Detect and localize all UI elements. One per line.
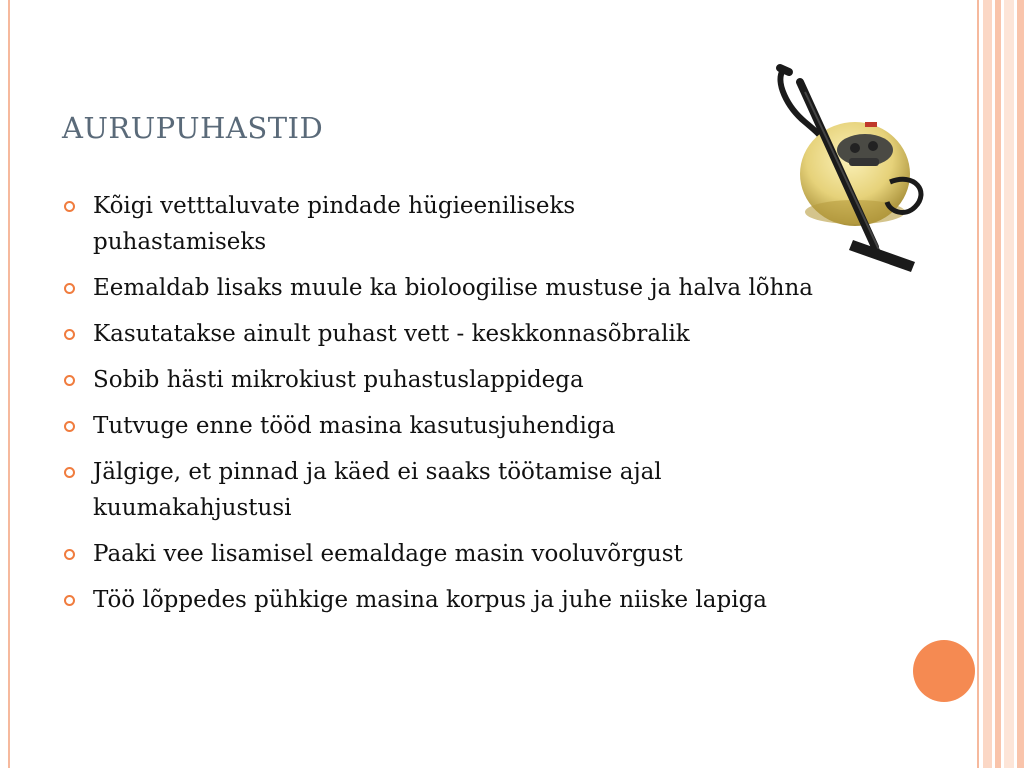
list-item bbox=[62, 582, 863, 618]
slide-title: AURUPUHASTID bbox=[62, 111, 324, 145]
bullet-circle-icon bbox=[64, 549, 75, 560]
steam-cleaner-image bbox=[765, 62, 933, 277]
bullet-circle-icon bbox=[64, 467, 75, 478]
bullet-text: Tutvuge enne tööd masina kasutusjuhendiga bbox=[93, 413, 616, 439]
right-stripe bbox=[983, 0, 992, 768]
bullet-text: Töö lõppedes pühkige masina korpus ja juhe niiske lapiga bbox=[93, 587, 768, 613]
bullet-list bbox=[62, 188, 862, 628]
bullet-text: Eemaldab lisaks muule ka bioloogilise mustuse ja halva lõhna bbox=[93, 275, 813, 301]
bullet-text: Sobib hästi mikrokiust puhastuslappidega bbox=[93, 367, 584, 393]
list-item bbox=[62, 536, 862, 572]
list-item bbox=[62, 408, 862, 444]
list-item bbox=[62, 454, 838, 526]
list-item bbox=[62, 188, 733, 260]
bullet-text: Paaki vee lisamisel eemaldage masin vooluvõrgust bbox=[93, 541, 683, 567]
bullet-circle-icon bbox=[64, 595, 75, 606]
bullet-circle-icon bbox=[64, 421, 75, 432]
bullet-text: Kõigi vetttaluvate pindade hügieeniliseks puhastamiseks bbox=[93, 193, 576, 255]
bullet-circle-icon bbox=[64, 201, 75, 212]
bullet-circle-icon bbox=[64, 283, 75, 294]
right-stripe bbox=[1004, 0, 1014, 768]
list-item bbox=[62, 316, 862, 352]
bullet-circle-icon bbox=[64, 329, 75, 340]
right-stripe bbox=[977, 0, 979, 768]
right-stripe bbox=[995, 0, 1001, 768]
list-item bbox=[62, 270, 818, 306]
bullet-text: Jälgige, et pinnad ja käed ei saaks töötamise ajal kuumakahjustusi bbox=[93, 459, 662, 521]
right-stripe bbox=[1017, 0, 1024, 768]
left-border-line bbox=[8, 0, 10, 768]
list-item bbox=[62, 362, 862, 398]
decorative-circle bbox=[913, 640, 975, 702]
bullet-circle-icon bbox=[64, 375, 75, 386]
bullet-text: Kasutatakse ainult puhast vett - keskkonnasõbralik bbox=[93, 321, 690, 347]
